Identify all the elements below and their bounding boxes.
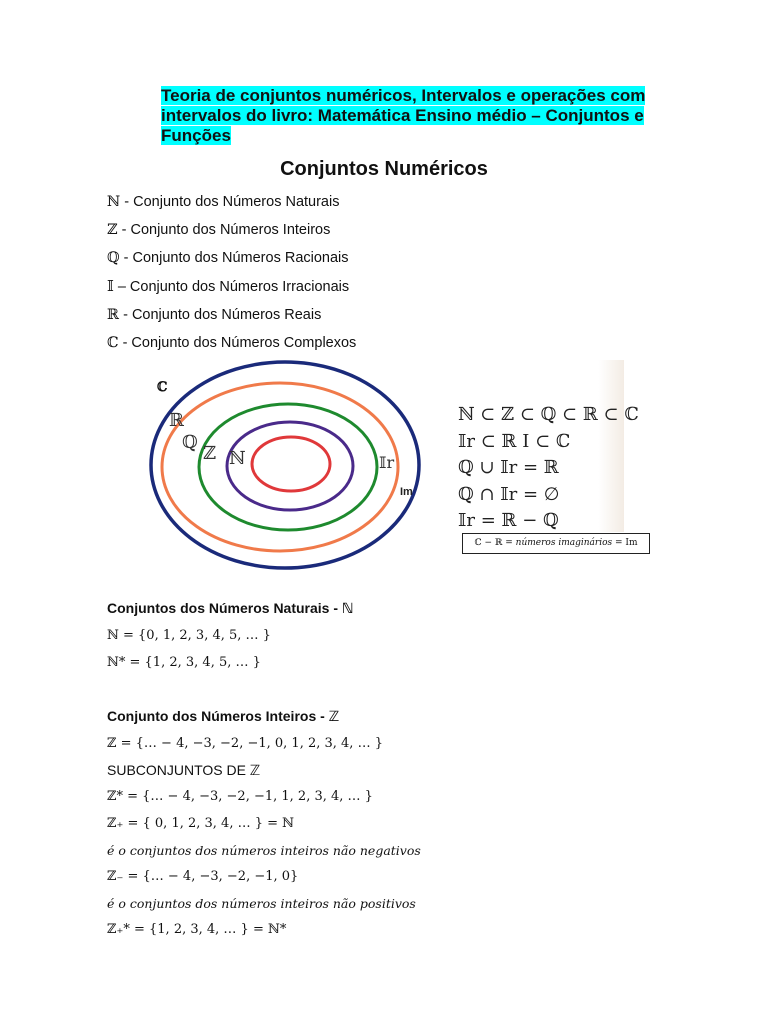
imaginary-label: Im — [400, 486, 413, 498]
list-item: ℤ - Conjunto dos Números Inteiros — [107, 222, 331, 239]
complex-label: ℂ — [157, 380, 168, 395]
naturals-heading: Conjuntos dos Números Naturais - ℕ — [107, 600, 354, 616]
list-item: ℚ - Conjunto dos Números Racionais — [107, 250, 349, 267]
integers-set: ℤ = {… − 4, −3, −2, −1, 0, 1, 2, 3, 4, … } — [107, 736, 383, 751]
rational-label: ℚ — [182, 432, 198, 453]
list-item: ℕ - Conjunto dos Números Naturais — [107, 194, 340, 210]
real-label: ℝ — [169, 410, 184, 431]
document-title: Teoria de conjuntos numéricos, Intervalos e operações com intervalos do livro: Matemática Ensino médio – Conjuntos e Funções — [161, 86, 646, 145]
section-title: Conjuntos Numéricos — [280, 158, 488, 180]
relation-line: 𝕀r ⊂ ℝ I ⊂ ℂ — [458, 431, 571, 452]
relation-line: ℚ ∪ 𝕀r = ℝ — [458, 457, 559, 478]
sets-venn-diagram — [148, 360, 423, 570]
integers-plus-set: ℤ₊ = { 0, 1, 2, 3, 4, … } = ℕ — [107, 816, 295, 831]
relation-line: ℚ ∩ 𝕀r = ∅ — [458, 484, 560, 505]
relation-line: 𝕀r = ℝ − ℚ — [458, 510, 559, 531]
sets-list — [107, 192, 356, 361]
list-item: ℂ - Conjunto dos Números Complexos — [107, 334, 357, 351]
natural-label: ℕ — [229, 448, 246, 469]
naturals-star-set: ℕ* = {1, 2, 3, 4, 5, … } — [107, 655, 261, 670]
subsets-heading: SUBCONJUNTOS DE ℤ — [107, 762, 261, 778]
ellipse-natural — [252, 437, 330, 491]
ellipse-integer — [227, 422, 353, 510]
list-item: ℝ - Conjunto dos Números Reais — [107, 306, 322, 323]
imaginary-box: ℂ − ℝ = números imaginários = Im — [462, 533, 650, 554]
integers-star-set: ℤ* = {… − 4, −3, −2, −1, 1, 2, 3, 4, … } — [107, 789, 373, 804]
naturals-set: ℕ = {0, 1, 2, 3, 4, 5, … } — [107, 628, 271, 643]
ellipse-real — [162, 383, 398, 551]
list-item: 𝕀 – Conjunto dos Números Irracionais — [107, 278, 350, 295]
integers-plus-star-set: ℤ₊* = {1, 2, 3, 4, … } = ℕ* — [107, 922, 287, 937]
irrational-label: 𝕀r — [379, 453, 395, 472]
integer-label: ℤ — [203, 443, 217, 464]
note-nonnegative: é o conjuntos dos números inteiros não negativos — [107, 843, 421, 858]
note-nonpositive: é o conjuntos dos números inteiros não positivos — [107, 896, 416, 911]
integers-minus-set: ℤ₋ = {… − 4, −3, −2, −1, 0} — [107, 869, 299, 884]
relation-line: ℕ ⊂ ℤ ⊂ ℚ ⊂ ℝ ⊂ ℂ — [458, 404, 639, 425]
integers-heading: Conjunto dos Números Inteiros - ℤ — [107, 708, 340, 724]
